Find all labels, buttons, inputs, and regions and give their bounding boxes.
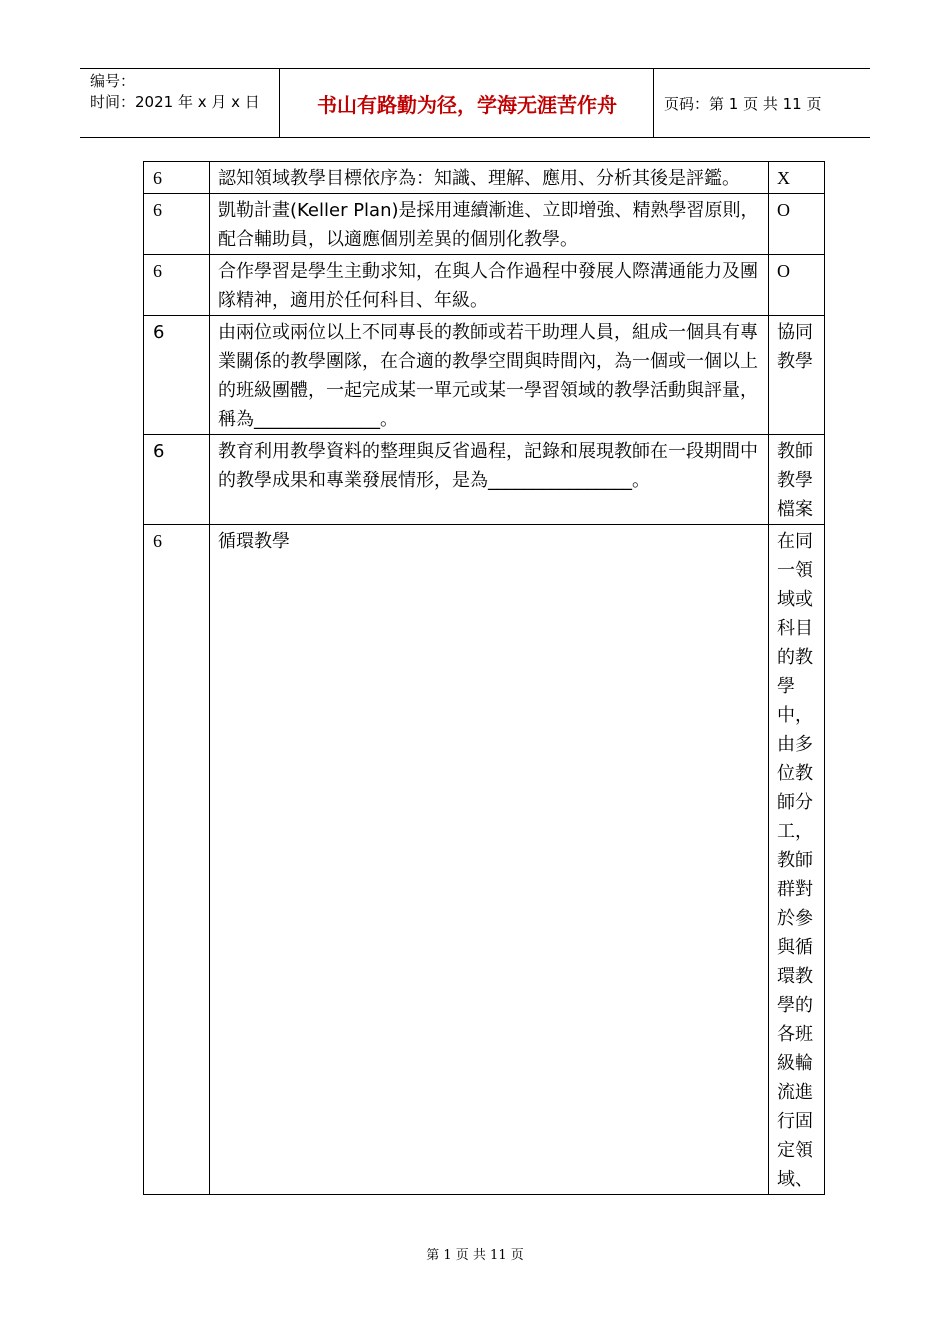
row-number: 6 [144,525,210,1195]
time-label: 时间：2021 年 x 月 x 日 [90,93,260,111]
question-table [143,161,825,1195]
header-page-label: 页码：第 1 页 共 11 页 [664,94,822,113]
row-answer: 在同一領域或科目的教學中，由多位教師分工，教師群對於參與循環教學的各班級輪流進行固定領域、 [769,525,825,1195]
row-number: 6 [144,435,210,525]
row-answer: O [769,255,825,316]
row-answer: 教師教學檔案 [769,435,825,525]
row-question: 合作學習是學生主動求知，在與人合作過程中發展人際溝通能力及團隊精神，適用於任何科目、年級。 [210,255,769,316]
row-answer: O [769,194,825,255]
header-info [80,69,280,137]
page-header [80,68,870,138]
table-row [144,255,825,316]
table-row [144,435,825,525]
row-question: 認知領域教學目標依序為：知識、理解、應用、分析其後是評鑑。 [210,162,769,194]
table-row [144,162,825,194]
header-slogan: 书山有路勤为径，学海无涯苦作舟 [281,69,654,137]
row-number: 6 [144,316,210,435]
row-number: 6 [144,162,210,194]
number-label: 编号： [90,72,136,90]
table-row [144,194,825,255]
row-question: 循環教學 [210,525,769,1195]
row-question: 由兩位或兩位以上不同專長的教師或若干助理人員，組成一個具有專業關係的教學團隊，在合適的教學空間與時間內，為一個或一個以上的班級團體，一起完成某一單元或某一學習領域的教學活動與評量，稱為______________。 [210,316,769,435]
row-question: 教育利用教學資料的整理與反省過程，記錄和展現教師在一段期間中的教學成果和專業發展情形，是為________________。 [210,435,769,525]
row-number: 6 [144,194,210,255]
row-number: 6 [144,255,210,316]
row-answer: X [769,162,825,194]
page-footer: 第 1 页 共 11 页 [426,1248,524,1263]
table-row [144,316,825,435]
row-question: 凱勒計畫(Keller Plan)是採用連續漸進、立即增強、精熟學習原則，配合輔助員，以適應個別差異的個別化教學。 [210,194,769,255]
row-answer: 協同教學 [769,316,825,435]
table-row [144,525,825,1195]
